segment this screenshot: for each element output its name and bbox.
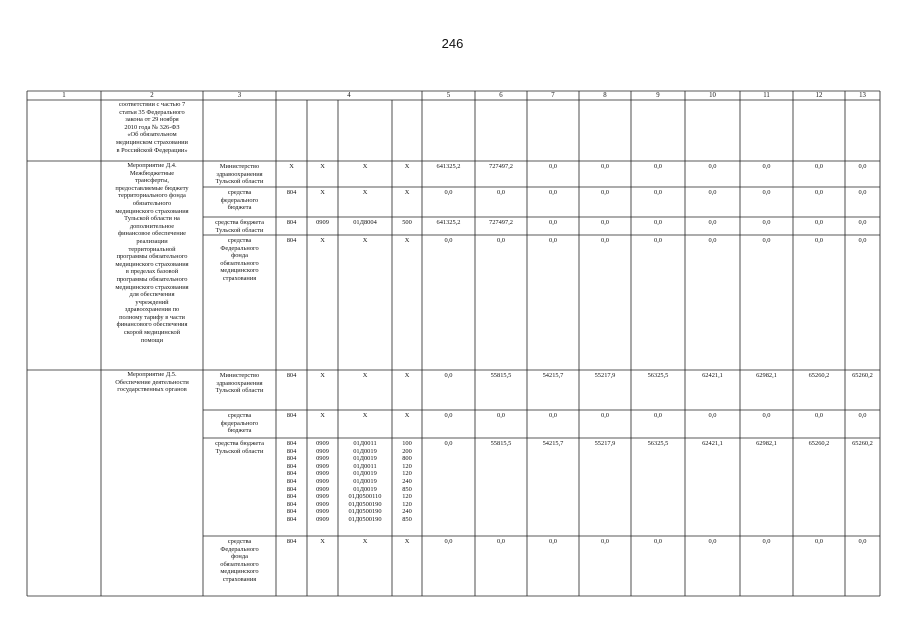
- d5-value-col-10: 0,0: [708, 412, 717, 419]
- header-col-2: 2: [150, 92, 154, 99]
- d4-target-article-code: Х: [362, 163, 368, 170]
- d5-grbs-code: 804: [286, 372, 297, 379]
- d5-value-col-6: 55815,5: [490, 440, 512, 447]
- d4-value-col-11: 0,0: [762, 163, 771, 170]
- d4-value-col-8: 0,0: [601, 237, 609, 244]
- d4-value-col-10: 0,0: [708, 189, 717, 196]
- d5-section-code: Х: [320, 412, 325, 419]
- d5-funding-source: средства Федерального фонда обязательного медицинского страхования: [220, 538, 259, 583]
- d4-funding-source: средства федерального бюджета: [220, 189, 259, 212]
- header-col-4: 4: [347, 92, 351, 99]
- d5-value-col-13: 65260,2: [852, 372, 873, 379]
- d4-target-article-code: 01Д8004: [353, 219, 377, 226]
- d4-value-col-6: 727497,2: [489, 219, 513, 226]
- d5-value-col-5: 0,0: [444, 538, 453, 545]
- d5-target-article-code: Х: [362, 538, 368, 545]
- d4-expense-type-code: Х: [404, 189, 410, 196]
- d5-value-col-10: 0,0: [708, 538, 717, 545]
- d4-value-col-7: 0,0: [549, 237, 557, 244]
- header-col-12: 12: [815, 92, 823, 99]
- d4-value-col-10: 0,0: [708, 219, 717, 226]
- d5-value-col-8: 0,0: [601, 412, 609, 419]
- d4-value-col-5: 0,0: [444, 189, 453, 196]
- d5-value-col-10: 62421,1: [702, 372, 723, 379]
- d4-section-code: Х: [320, 237, 325, 244]
- header-col-9: 9: [656, 92, 660, 99]
- d4-target-article-code: Х: [362, 189, 368, 196]
- d4-grbs-code: Х: [289, 163, 294, 170]
- d5-expense-type-code: 100 200 800 120 120 240 850 120 120 240 850: [402, 440, 412, 523]
- d5-value-col-12: 0,0: [815, 412, 823, 419]
- d5-activity-name: Мероприятие Д.5. Обеспечение деятельности государственных органов: [115, 371, 189, 394]
- d5-grbs-code: 804: [286, 538, 297, 545]
- d5-value-col-9: 0,0: [654, 538, 662, 545]
- d5-section-code: Х: [320, 538, 325, 545]
- d5-value-col-9: 56325,5: [647, 372, 669, 379]
- d5-value-col-7: 0,0: [549, 538, 557, 545]
- d5-value-col-11: 0,0: [762, 412, 771, 419]
- d4-value-col-11: 0,0: [762, 189, 771, 196]
- d4-value-col-6: 0,0: [497, 237, 505, 244]
- d5-grbs-code: 804 804 804 804 804 804 804 804 804 804 804: [286, 440, 297, 523]
- d5-value-col-6: 0,0: [497, 538, 505, 545]
- d5-value-col-5: 0,0: [444, 412, 453, 419]
- d4-value-col-6: 0,0: [497, 189, 505, 196]
- d4-value-col-8: 0,0: [601, 219, 609, 226]
- d4-grbs-code: 804: [286, 189, 297, 196]
- d5-target-article-code: Х: [362, 372, 368, 379]
- d5-value-col-11: 0,0: [762, 538, 771, 545]
- d5-expense-type-code: Х: [404, 372, 410, 379]
- d4-value-col-7: 0,0: [549, 163, 557, 170]
- d5-value-col-8: 0,0: [601, 538, 609, 545]
- d4-value-col-9: 0,0: [654, 189, 662, 196]
- d5-value-col-12: 65260,2: [808, 440, 830, 447]
- d4-expense-type-code: 500: [402, 219, 412, 226]
- d5-expense-type-code: Х: [404, 538, 410, 545]
- header-col-11: 11: [763, 92, 770, 99]
- d4-value-col-9: 0,0: [654, 163, 662, 170]
- d4-funding-source: средства бюджета Тульской области: [215, 219, 264, 234]
- d5-value-col-9: 56325,5: [647, 440, 669, 447]
- header-col-7: 7: [551, 92, 555, 99]
- d4-value-col-12: 0,0: [815, 189, 823, 196]
- d4-expense-type-code: Х: [404, 163, 410, 170]
- continued-activity-text: соответствии с частью 7 статьи 35 Федерального закона от 29 ноября 2010 года № 326-ФЗ «Об обязательном медицинском страховании в Российской Федерации»: [116, 101, 188, 154]
- d4-value-col-13: 0,0: [858, 219, 867, 226]
- header-col-6: 6: [499, 92, 503, 99]
- d5-section-code: Х: [320, 372, 325, 379]
- d4-section-code: Х: [320, 189, 325, 196]
- d4-value-col-13: 0,0: [858, 163, 867, 170]
- d4-value-col-12: 0,0: [815, 237, 823, 244]
- header-col-10: 10: [709, 92, 716, 99]
- d5-value-col-6: 0,0: [497, 412, 505, 419]
- d5-target-article-code: Х: [362, 412, 368, 419]
- d5-value-col-13: 0,0: [858, 412, 867, 419]
- d4-activity-name: Мероприятие Д.4. Межбюджетные трансферты, предоставляемые бюджету территориального фонда обязательного медицинского страхования Тульской области на дополнительное финансовое обеспечение реализации территориальной программы обязательного медицинского страхования в пределах базовой программы обязательного медицинского страхования для обеспечения учреждений здравоохранения по полному тарифу в части финансового обеспечения скорой медицинской помощи: [115, 162, 189, 344]
- d4-section-code: Х: [320, 163, 325, 170]
- header-col-8: 8: [603, 92, 607, 99]
- d5-grbs-code: 804: [286, 412, 297, 419]
- d4-value-col-11: 0,0: [762, 237, 771, 244]
- d4-value-col-5: 641325,2: [436, 163, 461, 170]
- d4-value-col-12: 0,0: [815, 219, 823, 226]
- d4-value-col-9: 0,0: [654, 237, 662, 244]
- d4-grbs-code: 804: [286, 237, 297, 244]
- d5-value-col-7: 0,0: [549, 412, 557, 419]
- d4-target-article-code: Х: [362, 237, 368, 244]
- d5-funding-source: средства бюджета Тульской области: [215, 440, 264, 455]
- d4-funding-source: средства Федерального фонда обязательного медицинского страхования: [220, 237, 259, 282]
- d4-section-code: 0909: [316, 219, 329, 226]
- d5-value-col-8: 55217,9: [594, 440, 616, 447]
- d5-expense-type-code: Х: [404, 412, 410, 419]
- d5-funding-source: средства федерального бюджета: [220, 412, 259, 435]
- d5-value-col-5: 0,0: [444, 372, 453, 379]
- d5-section-code: 0909 0909 0909 0909 0909 0909 0909 0909 0909 0909 0909: [316, 440, 329, 523]
- d5-target-article-code: 01Д0011 01Д0019 01Д0019 01Д0011 01Д0019 01Д0019 01Д0019 01Д0500110 01Д0500190 01Д0500190 01Д0500190: [348, 440, 382, 523]
- header-col-5: 5: [446, 92, 451, 99]
- page-number: 246: [441, 36, 464, 51]
- header-col-3: 3: [237, 92, 242, 99]
- d5-value-col-9: 0,0: [654, 412, 662, 419]
- d5-value-col-13: 65260,2: [852, 440, 873, 447]
- d4-value-col-11: 0,0: [762, 219, 771, 226]
- d5-value-col-7: 54215,7: [542, 440, 564, 447]
- d5-value-col-12: 65260,2: [808, 372, 830, 379]
- d4-value-col-5: 641325,2: [436, 219, 461, 226]
- d4-value-col-8: 0,0: [601, 163, 609, 170]
- d5-value-col-6: 55815,5: [490, 372, 512, 379]
- d4-value-col-6: 727497,2: [489, 163, 513, 170]
- d4-value-col-5: 0,0: [444, 237, 453, 244]
- header-col-13: 13: [859, 92, 866, 99]
- d5-value-col-11: 62982,1: [756, 372, 777, 379]
- d5-value-col-11: 62982,1: [756, 440, 777, 447]
- d4-value-col-10: 0,0: [708, 163, 717, 170]
- d4-grbs-code: 804: [286, 219, 297, 226]
- d4-value-col-8: 0,0: [601, 189, 609, 196]
- d4-funding-source: Министерство здравоохранения Тульской области: [215, 163, 264, 186]
- d5-value-col-13: 0,0: [858, 538, 867, 545]
- d4-value-col-7: 0,0: [549, 189, 557, 196]
- d4-value-col-13: 0,0: [858, 189, 867, 196]
- d4-expense-type-code: Х: [404, 237, 410, 244]
- d5-value-col-7: 54215,7: [542, 372, 564, 379]
- d4-value-col-13: 0,0: [858, 237, 867, 244]
- d4-value-col-7: 0,0: [549, 219, 557, 226]
- d4-value-col-9: 0,0: [654, 219, 662, 226]
- d5-value-col-8: 55217,9: [594, 372, 616, 379]
- d4-value-col-12: 0,0: [815, 163, 823, 170]
- header-col-1: 1: [62, 92, 66, 99]
- d5-value-col-12: 0,0: [815, 538, 823, 545]
- d4-value-col-10: 0,0: [708, 237, 717, 244]
- d5-funding-source: Министерство здравоохранения Тульской области: [215, 372, 264, 395]
- d5-value-col-10: 62421,1: [702, 440, 723, 447]
- d5-value-col-5: 0,0: [444, 440, 453, 447]
